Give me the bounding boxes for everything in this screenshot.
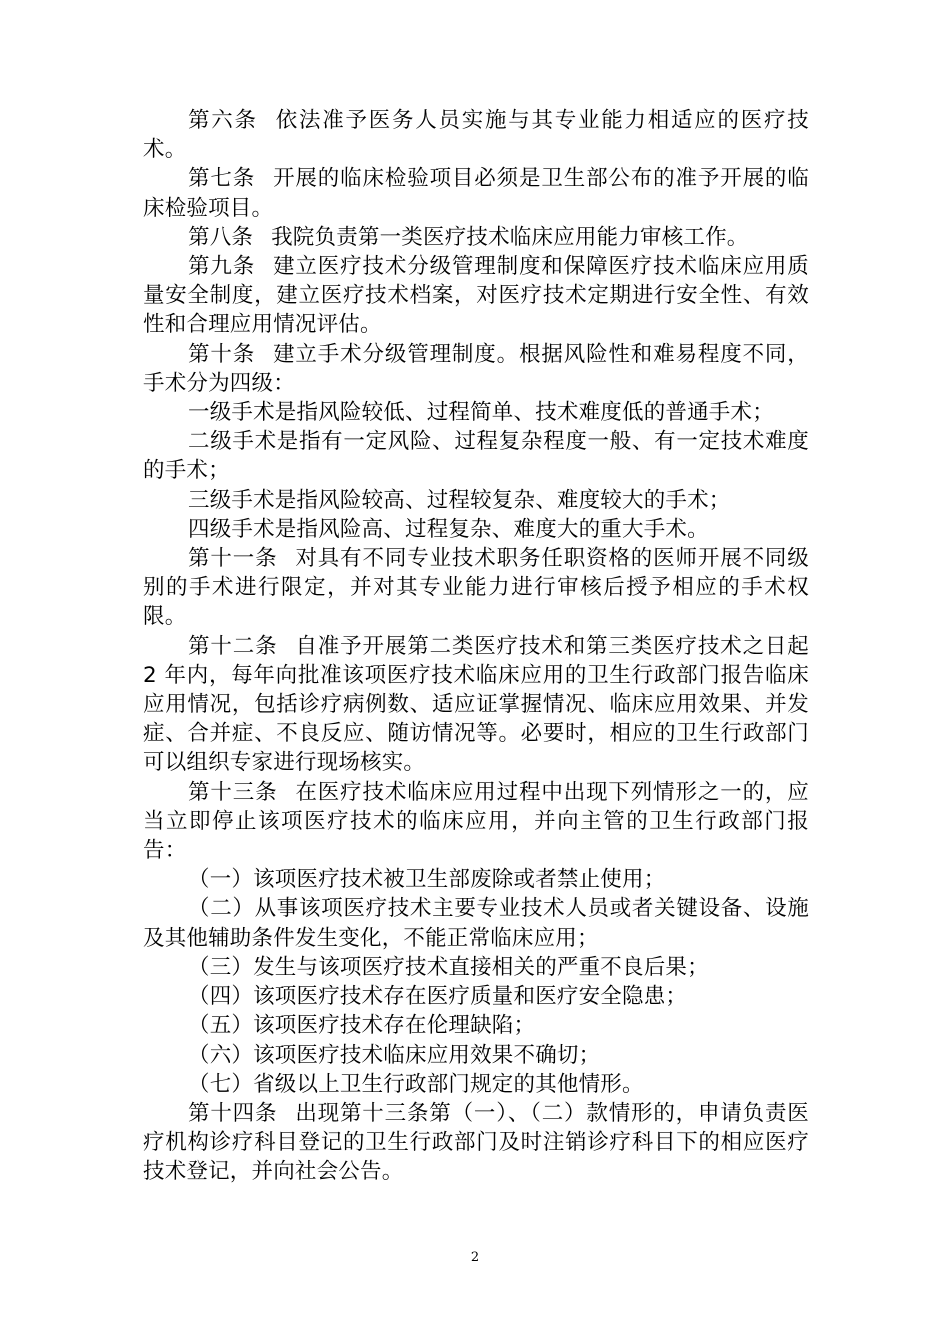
condition-4: （四）该项医疗技术存在医疗质量和医疗安全隐患；: [188, 984, 688, 1010]
article-heading: 第九条: [188, 254, 256, 280]
surgery-level-2: 二级手术是指有一定风险、过程复杂程度一般、有一定技术难度的手术；: [143, 429, 809, 484]
article-text: 建立手术分级管理制度。根据风险性和难易程度不同，手术分为四级：: [143, 341, 809, 396]
article-6: [143, 106, 809, 164]
article-14: [143, 1099, 809, 1187]
surgery-level-3: 三级手术是指风险较高、过程较复杂、难度较大的手术；: [188, 487, 731, 513]
article-heading: 第十一条: [188, 546, 278, 572]
article-heading: 第十二条: [188, 633, 278, 659]
condition-2: （二）从事该项医疗技术主要专业技术人员或者关键设备、设施及其他辅助条件发生变化，不能正常临床应用；: [143, 896, 809, 951]
article-heading: 第十三条: [188, 779, 278, 805]
article-text: 自准予开展第二类医疗技术和第三类医疗技术之日起 2 年内，每年向批准该项医疗技术临床应用的卫生行政部门报告临床应用情况，包括诊疗病例数、适应证掌握情况、临床应用效果、并发症、合并症、不良反应、随访情况等。必要时，相应的卫生行政部门可以组织专家进行现场核实。: [143, 633, 809, 776]
condition-3: （三）发生与该项医疗技术直接相关的严重不良后果；: [188, 954, 709, 980]
condition-6: （六）该项医疗技术临床应用效果不确切；: [188, 1042, 601, 1068]
article-heading: 第八条: [188, 224, 254, 250]
condition-5: （五）该项医疗技术存在伦理缺陷；: [188, 1013, 536, 1039]
surgery-level-4: 四级手术是指风险高、过程复杂、难度大的重大手术。: [188, 516, 709, 542]
article-10: [143, 340, 809, 398]
article-heading: 第六条: [188, 108, 258, 133]
surgery-level-1: 一级手术是指风险较低、过程简单、技术难度低的普通手术；: [188, 400, 774, 426]
article-7: [143, 164, 809, 222]
article-11: [143, 544, 809, 632]
article-heading: 第十四条: [188, 1100, 278, 1126]
article-text: 对具有不同专业技术职务任职资格的医师开展不同级别的手术进行限定，并对其专业能力进行审核后授予相应的手术权限。: [143, 546, 809, 630]
page-number: 2: [470, 1250, 480, 1265]
article-9: [143, 252, 809, 340]
article-text: 在医疗技术临床应用过程中出现下列情形之一的，应当立即停止该项医疗技术的临床应用，并向主管的卫生行政部门报告：: [143, 779, 809, 864]
condition-1: （一）该项医疗技术被卫生部废除或者禁止使用；: [188, 867, 666, 893]
article-text: 开展的临床检验项目必须是卫生部公布的准予开展的临床检验项目。: [143, 166, 809, 221]
article-12: [143, 632, 809, 778]
article-8: [143, 223, 809, 252]
article-text: 建立医疗技术分级管理制度和保障医疗技术临床应用质量安全制度，建立医疗技术档案，对医疗技术定期进行安全性、有效性和合理应用情况评估。: [143, 254, 809, 338]
article-heading: 第七条: [188, 166, 256, 192]
article-13: [143, 778, 809, 866]
article-text: 出现第十三条第（一）、（二）款情形的，申请负责医疗机构诊疗科目登记的卫生行政部门及时注销诊疗科目下的相应医疗技术登记，并向社会公告。: [143, 1100, 809, 1185]
article-text: 依法准予医务人员实施与其专业能力相适应的医疗技术。: [143, 108, 809, 163]
condition-7: （七）省级以上卫生行政部门规定的其他情形。: [188, 1071, 644, 1097]
document-body: [143, 106, 809, 1187]
article-heading: 第十条: [188, 341, 256, 367]
article-text: 我院负责第一类医疗技术临床应用能力审核工作。: [271, 224, 749, 250]
